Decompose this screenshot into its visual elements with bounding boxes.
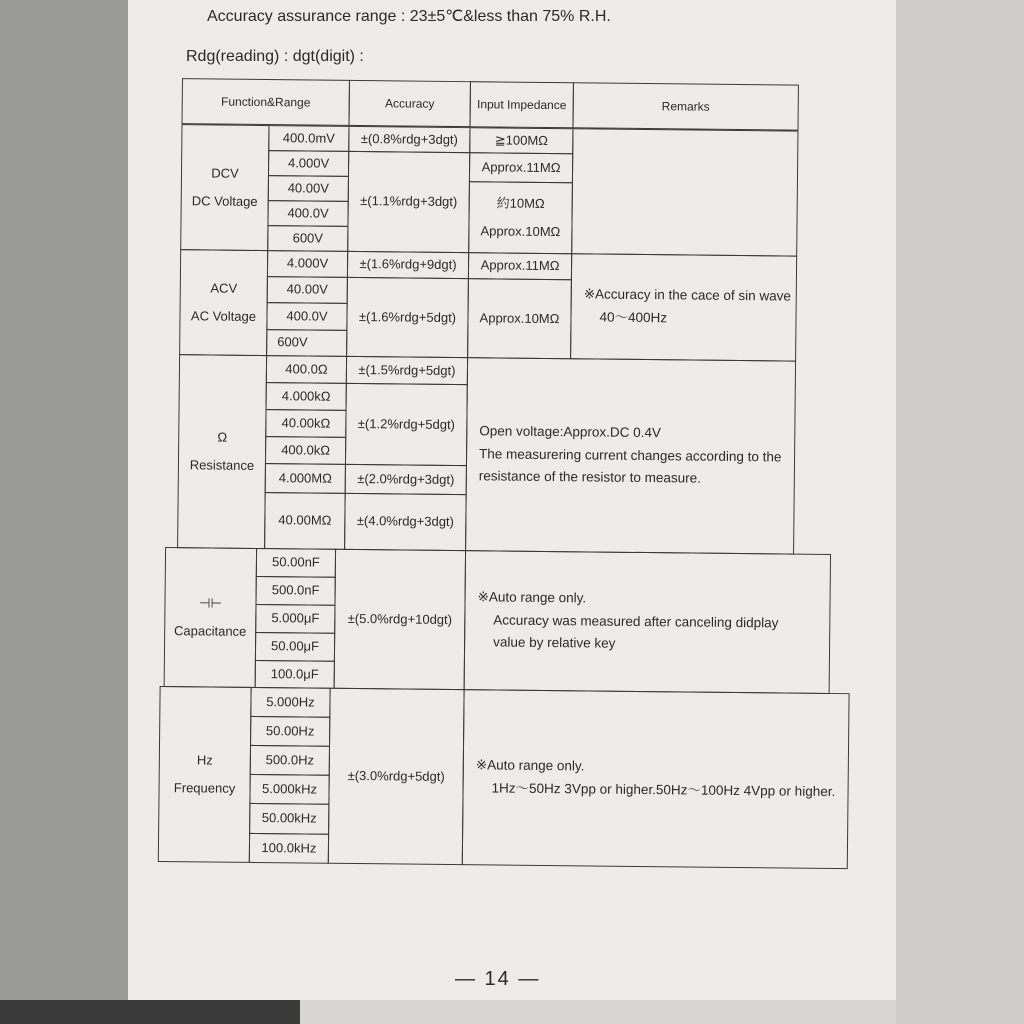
frequency-remark-line: 1Hz～50Hz 3Vpp or higher.50Hz～100Hz 4Vpp or higher.	[491, 780, 836, 800]
frequency-desc: Frequency	[173, 780, 236, 796]
capacitance-desc: Capacitance	[173, 623, 247, 639]
acv-range: 400.0V	[266, 302, 347, 331]
resistance-remark-line: Open voltage:Approx.DC 0.4V	[479, 422, 662, 440]
capacitance-accuracy: ±(5.0%rdg+10dgt)	[334, 549, 466, 690]
dcv-accuracy: ±(1.1%rdg+3dgt)	[347, 151, 470, 253]
frequency-accuracy: ±(3.0%rdg+5dgt)	[328, 688, 465, 865]
resistance-accuracy: ±(2.0%rdg+3dgt)	[345, 464, 467, 495]
header-remarks: Remarks	[572, 82, 798, 130]
dcv-function	[180, 124, 269, 251]
acv-impedance: Approx.10MΩ	[467, 278, 572, 359]
resistance-name: Ω	[217, 429, 228, 445]
dcv-range: 40.00V	[268, 175, 349, 202]
dcv-range: 400.0mV	[268, 125, 349, 152]
dcv-name: DCV	[211, 165, 239, 181]
dcv-range: 600V	[267, 225, 348, 252]
acv-impedance: Approx.11MΩ	[468, 252, 572, 280]
specification-table	[158, 78, 860, 869]
dcv-desc: DC Voltage	[191, 193, 258, 209]
resistance-range: 4.000MΩ	[265, 463, 346, 494]
frequency-remarks	[462, 689, 850, 869]
frequency-range: 5.000Hz	[250, 687, 330, 718]
frequency-range: 50.00kHz	[249, 803, 329, 835]
acv-desc: AC Voltage	[190, 308, 257, 324]
dcv-impedance: ≧100MΩ	[469, 127, 573, 154]
capacitance-remark-line: value by relative key	[493, 634, 616, 652]
resistance-desc: Resistance	[189, 457, 255, 473]
page-number: — 14 —	[455, 968, 541, 990]
resistance-accuracy: ±(1.2%rdg+5dgt)	[345, 383, 468, 466]
dcv-range: 4.000V	[268, 150, 349, 177]
resistance-range: 400.0Ω	[266, 355, 347, 384]
acv-function	[179, 249, 268, 356]
acv-range: 40.00V	[267, 276, 348, 304]
capacitance-symbol: ⊣⊢	[199, 595, 222, 611]
resistance-accuracy: ±(4.0%rdg+3dgt)	[344, 493, 467, 551]
acv-accuracy: ±(1.6%rdg+5dgt)	[346, 277, 469, 358]
frequency-name: Hz	[196, 752, 213, 768]
frequency-remark-line: ※Auto range only.	[475, 757, 585, 774]
resistance-remark-line: The measurering current changes according to the	[479, 445, 782, 465]
frequency-function	[158, 686, 252, 863]
capacitance-remark-line: Accuracy was measured after canceling didplay	[493, 612, 779, 631]
acv-range: 4.000V	[267, 250, 348, 278]
acv-range: 600V	[266, 329, 347, 357]
capacitance-range: 100.0μF	[255, 660, 335, 689]
dcv-impedance-text: 約10MΩ	[496, 195, 545, 211]
rdg-dgt-heading: Rdg(reading) : dgt(digit) :	[186, 48, 364, 65]
acv-name: ACV	[210, 280, 238, 296]
resistance-range: 4.000kΩ	[266, 382, 347, 411]
resistance-range: 40.00kΩ	[265, 409, 346, 438]
resistance-remark-line: resistance of the resistor to measure.	[478, 468, 702, 487]
capacitance-range: 5.000μF	[255, 604, 335, 634]
capacitance-range: 500.0nF	[255, 576, 335, 606]
resistance-remarks	[465, 357, 796, 554]
background-right	[896, 0, 1024, 1024]
frequency-range: 500.0Hz	[250, 745, 330, 776]
header-function-range: Function&Range	[182, 78, 350, 126]
dcv-range: 400.0V	[267, 200, 348, 227]
frequency-range: 100.0kHz	[249, 833, 329, 864]
capacitance-remark-line: ※Auto range only.	[477, 588, 587, 606]
acv-remark-line: ※Accuracy in the cace of sin wave	[583, 286, 791, 304]
dcv-remarks	[571, 128, 798, 256]
capacitance-function	[164, 547, 257, 688]
capacitance-range: 50.00μF	[255, 632, 335, 662]
dcv-impedance-text: Approx.10MΩ	[480, 223, 561, 240]
dcv-impedance	[468, 181, 573, 254]
header-input-impedance: Input Impedance	[470, 81, 574, 128]
frequency-range: 5.000kHz	[249, 774, 329, 805]
acv-remarks	[570, 253, 797, 361]
frequency-range: 50.00Hz	[250, 716, 330, 747]
acv-accuracy: ±(1.6%rdg+9dgt)	[347, 251, 469, 279]
resistance-accuracy: ±(1.5%rdg+5dgt)	[346, 356, 468, 385]
acv-remark-line: 40～400Hz	[599, 309, 668, 326]
dcv-accuracy: ±(0.8%rdg+3dgt)	[348, 126, 470, 153]
accuracy-assurance-heading: Accuracy assurance range : 23±5℃&less than 75% R.H.	[207, 8, 611, 25]
capacitance-range: 50.00nF	[256, 548, 336, 578]
header-accuracy: Accuracy	[349, 80, 471, 127]
resistance-range: 40.00MΩ	[264, 492, 346, 550]
capacitance-remarks	[464, 550, 831, 694]
resistance-function	[177, 354, 267, 549]
background-bottom	[0, 1000, 300, 1024]
background-left	[0, 0, 128, 1024]
dcv-impedance: Approx.11MΩ	[469, 152, 573, 183]
resistance-range: 400.0kΩ	[265, 436, 346, 465]
